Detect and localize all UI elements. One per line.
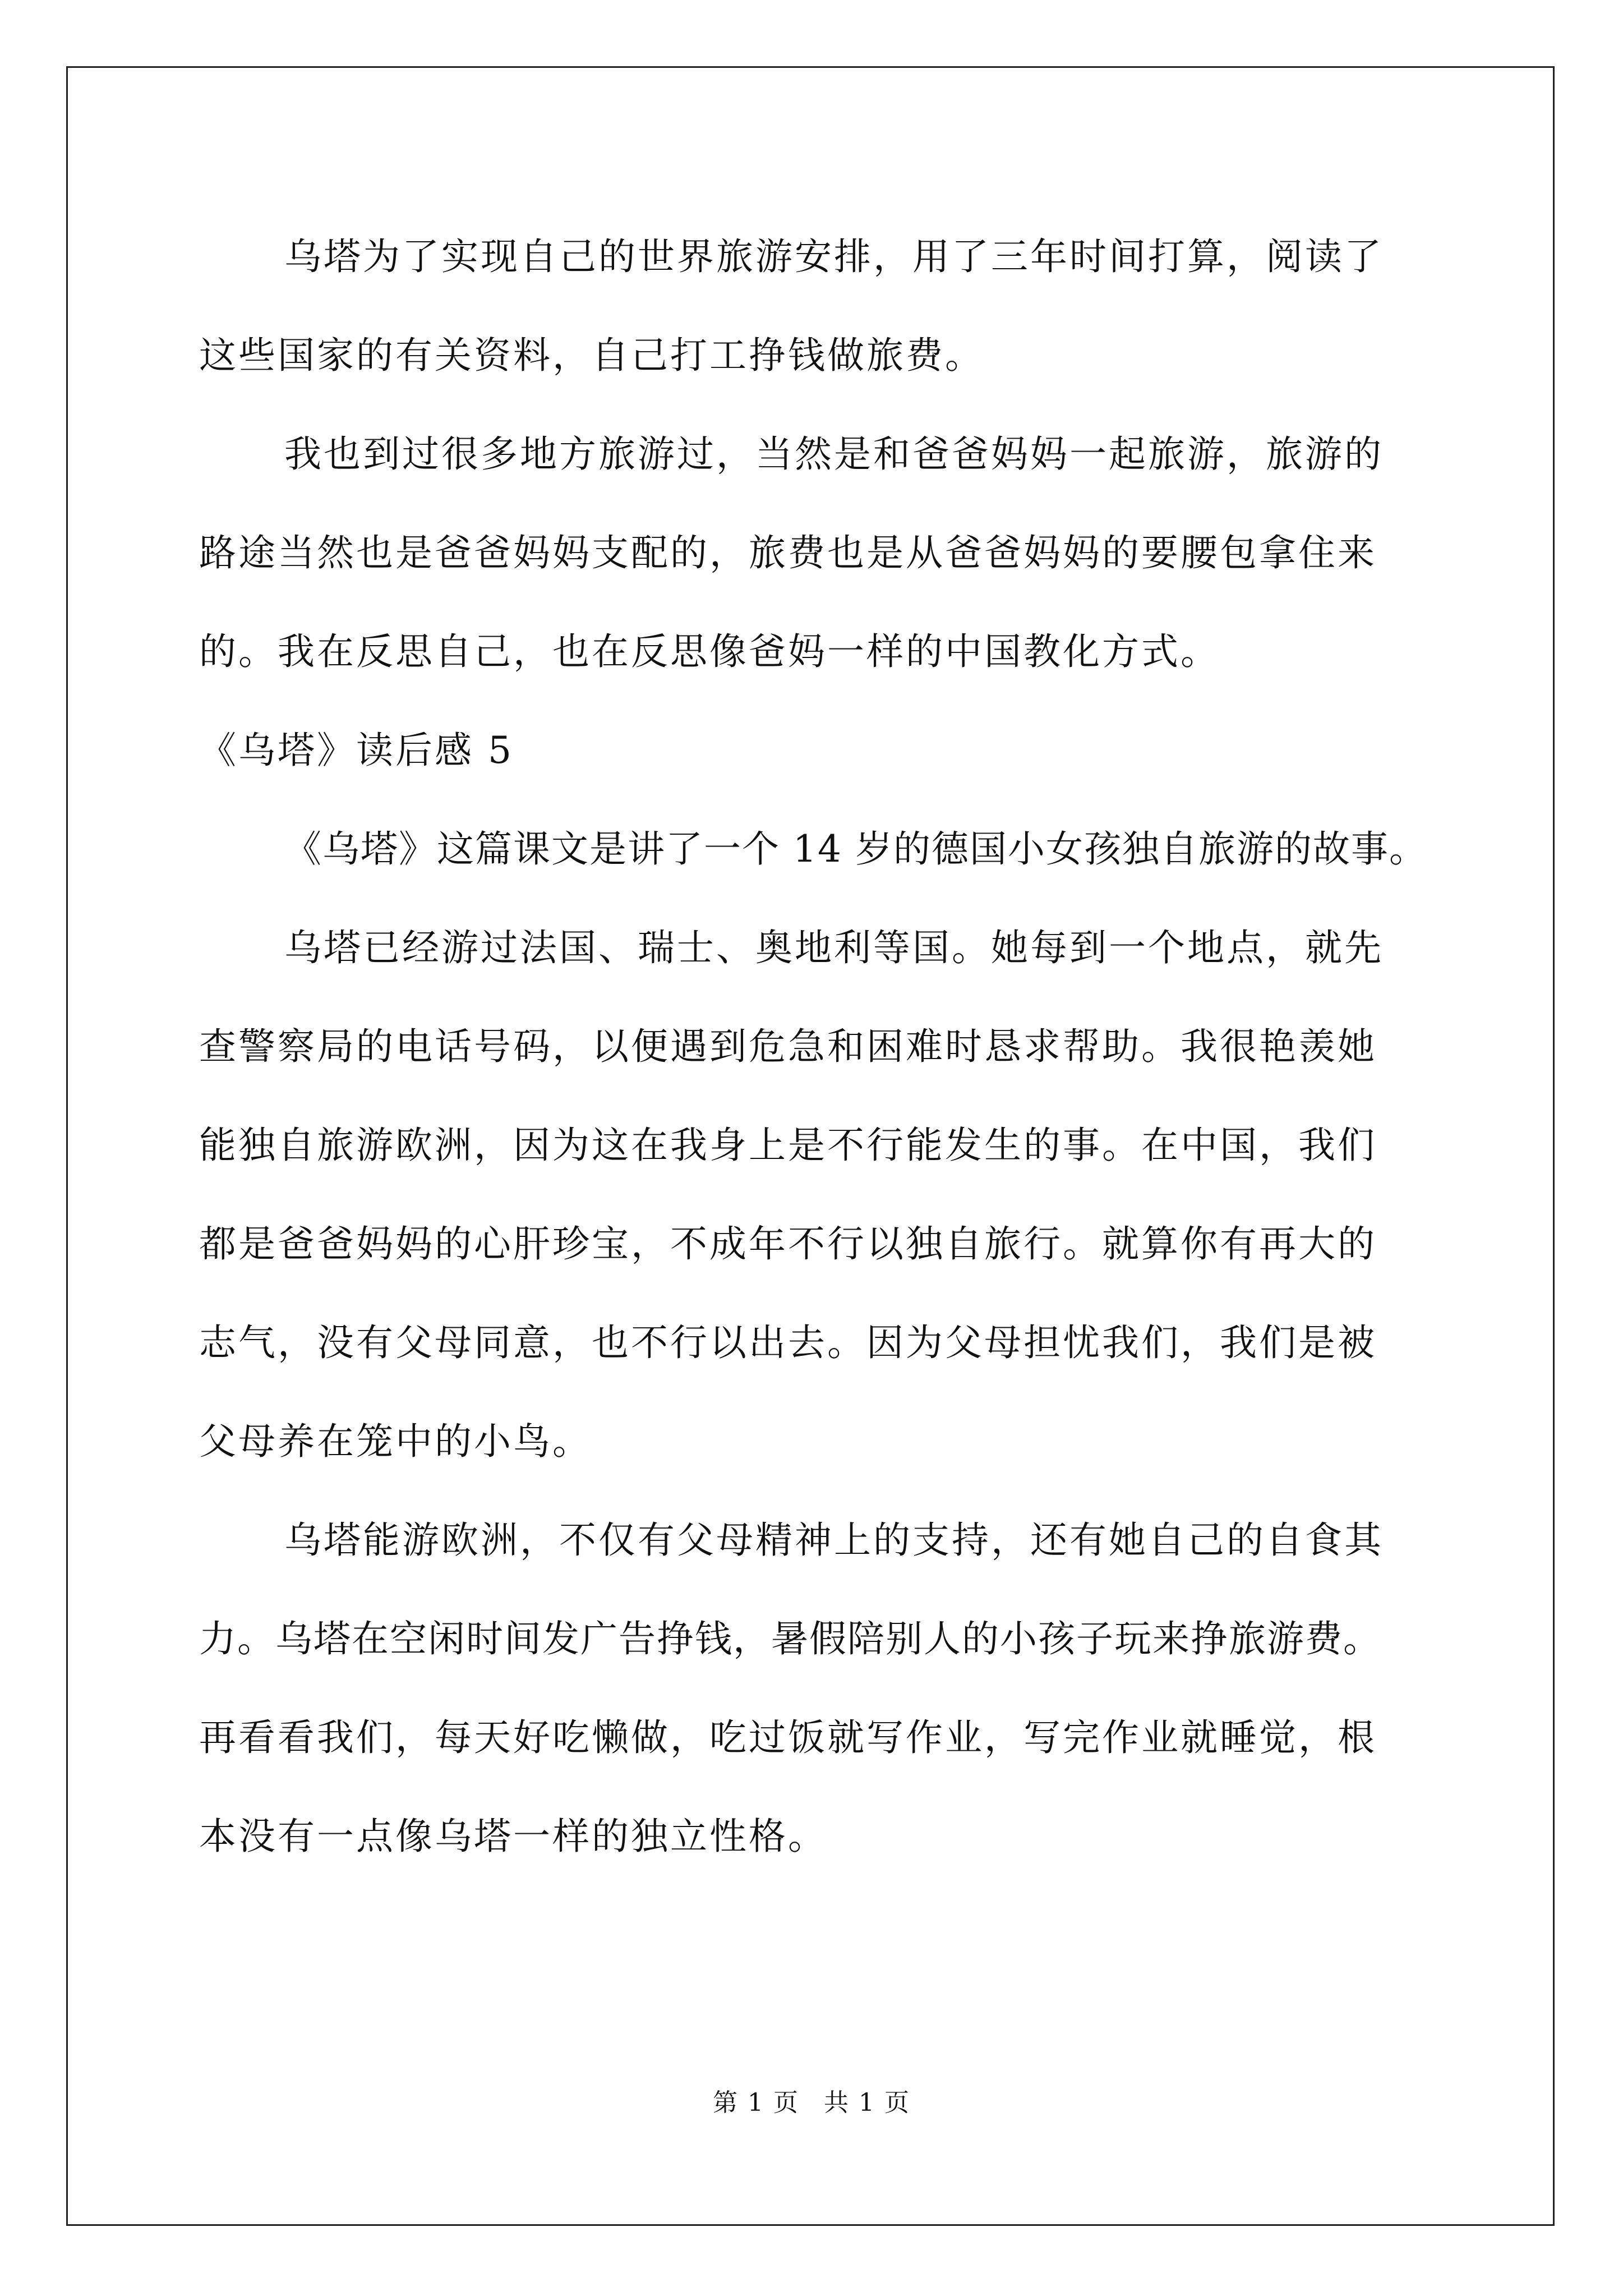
text-line: 志气，没有父母同意，也不行以出去。因为父母担忧我们，我们是被 <box>199 1321 1377 1364</box>
text-line: 乌塔能游欧洲，不仅有父母精神上的支持，还有她自己的自食其 <box>284 1519 1384 1562</box>
text-line: 我也到过很多地方旅游过，当然是和爸爸妈妈一起旅游，旅游的 <box>284 432 1384 476</box>
total-pages: 共 1 页 <box>824 2088 910 2117</box>
paragraph-3 <box>199 800 1438 899</box>
text-line: 这些国家的有关资料，自己打工挣钱做旅费。 <box>199 334 984 377</box>
section-heading: 《乌塔》读后感 5 <box>199 729 514 772</box>
text-line: 能独自旅游欧洲，因为这在我身上是不行能发生的事。在中国，我们 <box>199 1124 1377 1167</box>
paragraph-4 <box>199 899 1438 1491</box>
text-line: 乌塔已经游过法国、瑞士、奥地利等国。她每到一个地点，就先 <box>284 926 1384 969</box>
text-line: 路途当然也是爸爸妈妈支配的，旅费也是从爸爸妈妈的要腰包拿住来 <box>199 531 1377 574</box>
text-line: 再看看我们，每天好吃懒做，吃过饭就写作业，写完作业就睡觉，根 <box>199 1716 1377 1759</box>
text-line: 力。乌塔在空闲时间发广告挣钱，暑假陪别人的小孩子玩来挣旅游费。 <box>199 1617 1381 1660</box>
document-body <box>199 208 1438 1886</box>
text-line: 都是爸爸妈妈的心肝珍宝，不成年不行以独自旅行。就算你有再大的 <box>199 1222 1377 1266</box>
text-line: 查警察局的电话号码，以便遇到危急和困难时恳求帮助。我很艳羡她 <box>199 1025 1377 1068</box>
text-line: 乌塔为了实现自己的世界旅游安排，用了三年时间打算，阅读了 <box>284 235 1384 278</box>
text-line: 的。我在反思自己，也在反思像爸妈一样的中国教化方式。 <box>199 630 1220 673</box>
page-footer <box>0 2082 1623 2118</box>
paragraph-1 <box>199 208 1438 405</box>
text-line: 本没有一点像乌塔一样的独立性格。 <box>199 1815 827 1858</box>
paragraph-5 <box>199 1491 1438 1886</box>
text-line: 《乌塔》这篇课文是讲了一个 14 岁的德国小女孩独自旅游的故事。 <box>284 827 1427 871</box>
text-line: 父母养在笼中的小鸟。 <box>199 1420 592 1463</box>
paragraph-2 <box>199 405 1438 701</box>
page-number: 第 1 页 <box>713 2088 799 2117</box>
